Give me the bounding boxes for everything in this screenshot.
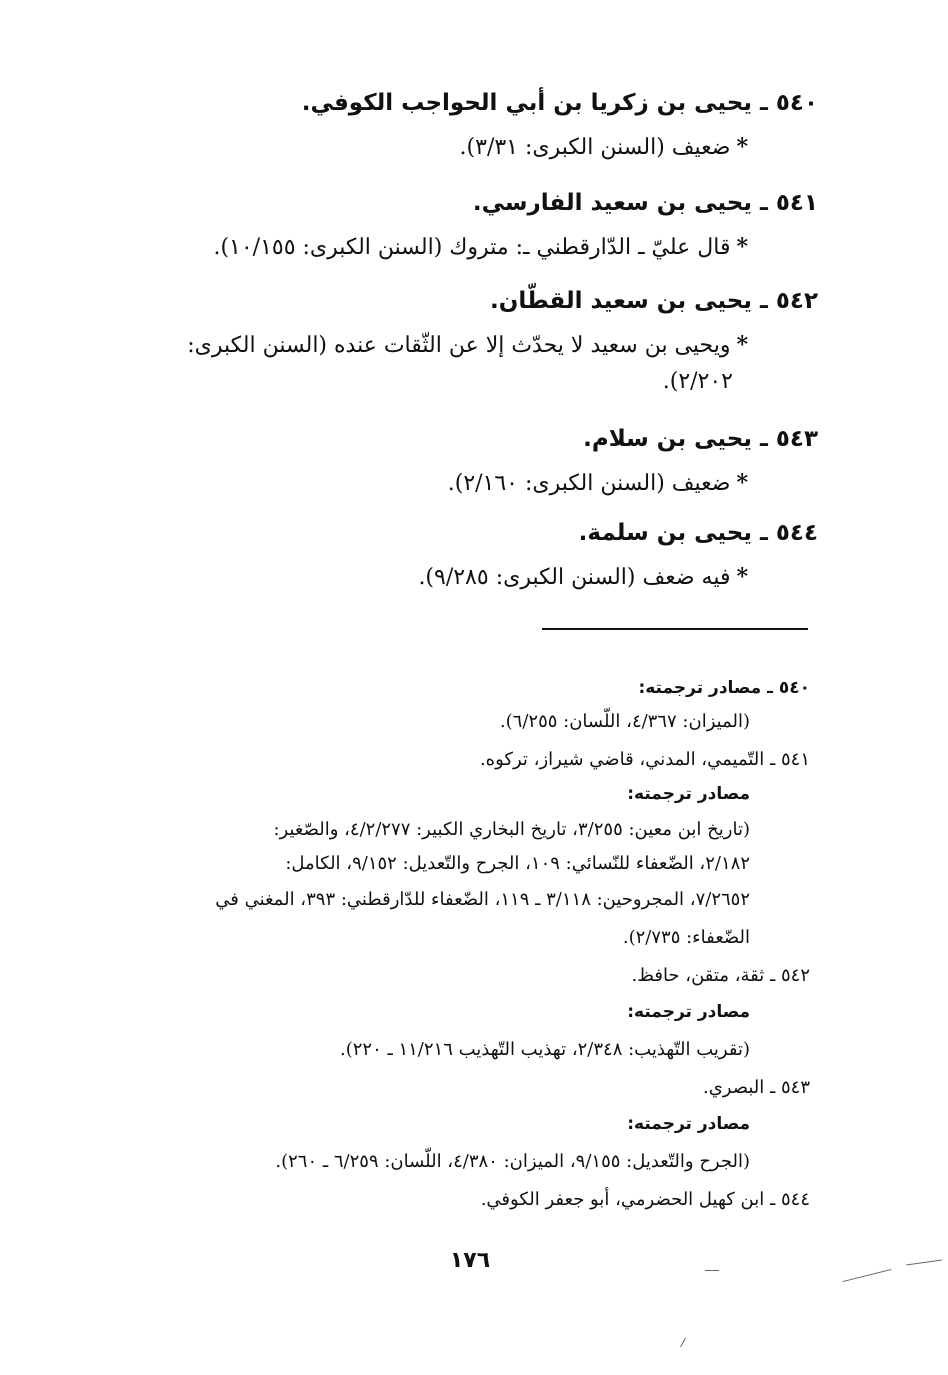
page-number: ١٧٦ [449,1248,491,1273]
entry-text: *ضعيف (السنن الكبرى: ٣/٣١). [459,134,748,160]
entry-540 [302,88,818,163]
entry-heading: ٥٤٣ ـ يحيى بن سلام. [583,426,818,452]
footnote-541-sources-label: مصادر ترجمته: [627,784,750,804]
asterisk-icon: * [736,332,748,358]
entry-543 [448,424,818,499]
footnote-541-line: (تاريخ ابن معين: ٣/٢٥٥، تاريخ البخاري الكبير: ٤/٢/٢٧٧، والصّغير: [273,819,750,840]
footnote-separator [542,628,808,630]
footnote-540-sources: (الميزان: ٤/٣٦٧، اللّسان: ٦/٢٥٥). [499,711,750,732]
footnote-542-sources-label: مصادر ترجمته: [627,1002,750,1022]
footnote-541-line: الضّعفاء: ٢/٧٣٥). [622,927,750,948]
footnote-540-heading: ٥٤٠ ـ مصادر ترجمته: [638,678,810,698]
footnote-543-heading: ٥٤٣ ـ البصري. [702,1077,810,1098]
scan-mark [705,1270,719,1271]
footnote-541-heading: ٥٤١ ـ التّميمي، المدني، قاضي شيراز، تركوه. [479,749,810,770]
entry-text: *ويحيى بن سعيد لا يحدّث إلا عن الثّقات عنده (السنن الكبرى: [187,332,748,358]
entry-heading: ٥٤٠ ـ يحيى بن زكريا بن أبي الحواجب الكوفي. [301,90,818,116]
entry-heading: ٥٤٤ ـ يحيى بن سلمة. [578,520,818,546]
scan-mark [906,1259,942,1265]
entry-542 [187,286,818,397]
scan-mark [843,1269,892,1282]
footnote-543-sources-label: مصادر ترجمته: [627,1114,750,1134]
asterisk-icon: * [736,564,748,590]
asterisk-icon: * [736,134,748,160]
footnote-541-line: ٧/٢٦٥٢، المجروحين: ٣/١١٨ ـ ١١٩، الضّعفاء للدّارقطني: ٣٩٣، المغني في [215,889,750,910]
entry-text: *قال عليّ ـ الدّارقطني ـ: متروك (السنن الكبرى: ١٠/١٥٥). [213,234,748,260]
entry-text-continued: ٢/٢٠٢). [662,369,733,394]
entry-544 [418,518,818,593]
asterisk-icon: * [736,470,748,496]
entry-541 [213,188,818,263]
entry-heading: ٥٤١ ـ يحيى بن سعيد الفارسي. [472,190,818,216]
footnote-543-line: (الجرح والتّعديل: ٩/١٥٥، الميزان: ٤/٣٨٠، اللّسان: ٦/٢٥٩ ـ ٢٦٠). [275,1151,750,1172]
footnote-542-line: (تقريب التّهذيب: ٢/٣٤٨، تهذيب التّهذيب ١١/٢١٦ ـ ٢٢٠). [339,1039,750,1060]
entry-text: *ضعيف (السنن الكبرى: ٢/١٦٠). [447,470,748,496]
entry-text: *فيه ضعف (السنن الكبرى: ٩/٢٨٥). [418,564,748,590]
footnote-542-heading: ٥٤٢ ـ ثقة، متقن، حافظ. [631,965,810,986]
footnote-544-heading: ٥٤٤ ـ ابن كهيل الحضرمي، أبو جعفر الكوفي. [480,1189,810,1210]
asterisk-icon: * [736,234,748,260]
scan-mark [680,1338,686,1347]
footnote-541-line: ٢/١٨٢، الضّعفاء للنّسائي: ١٠٩، الجرح والتّعديل: ٩/١٥٢، الكامل: [285,853,750,874]
entry-heading: ٥٤٢ ـ يحيى بن سعيد القطّان. [490,288,818,314]
